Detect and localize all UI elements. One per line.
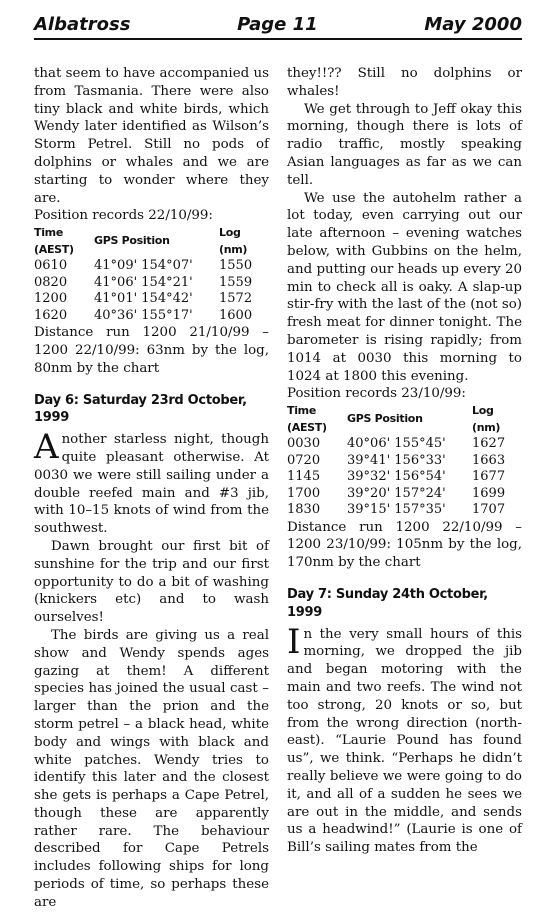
paragraph: that seem to have accompanied us from Tasmania. There were also tiny black and white birds, which Wendy later identified as Wilson’s Storm Petrel. Still no pods of dolphins or whales and we are starting to wonder where they are. xyxy=(34,66,269,206)
paragraph-text: n the very small hours of this morning, we dropped the jib and began motoring with the main and two reefs. The wind not too strong, 20 knots or so, but from the wrong direction (north-east). “Laurie Pound has found us”, we think. “Perhaps he didn’t really believe we were going to do it, and all of a sudden he sees we are out in the middle, and sends us a headwind!” (Laurie is one of Bill’s sailing mates from the xyxy=(287,626,522,856)
table-row xyxy=(34,275,269,292)
table-row xyxy=(34,291,269,308)
cell-gps: 41°09' 154°07' xyxy=(94,258,193,274)
cell-gps: 39°20' 157°24' xyxy=(347,485,446,501)
table-header-row xyxy=(34,225,269,258)
cell-gps: 39°41' 156°33' xyxy=(347,452,446,468)
cell-log: 1699 xyxy=(472,485,506,501)
issue-date: May 2000 xyxy=(424,14,522,35)
col-header-log: Log (nm) xyxy=(219,226,248,256)
col-header-log: Log (nm) xyxy=(472,404,501,434)
drop-cap: I xyxy=(287,621,301,662)
cell-time: 0720 xyxy=(287,452,321,468)
paragraph xyxy=(287,621,522,857)
paragraph: The birds are giving us a real show and Wendy spends ages gazing at them! A different species has joined the usual cast – larger than the prion and the storm petrel – a black head, white body and wings with black and white patches. Wendy tries to identify this later and the closest she gets is perhaps a Cape Petrel, though these are apparently rather rare. The behaviour described for Cape Petrels includes following ships for long periods of time, so perhaps these are xyxy=(34,627,269,910)
cell-gps: 39°15' 157°35' xyxy=(347,502,446,518)
cell-time: 1700 xyxy=(287,485,321,501)
position-table xyxy=(287,403,522,519)
paragraph: they!!?? Still no dolphins or whales! xyxy=(287,66,522,99)
position-table xyxy=(34,225,269,324)
cell-log: 1572 xyxy=(219,291,253,307)
publication-title: Albatross xyxy=(34,14,131,35)
cell-time: 0030 xyxy=(287,436,321,452)
cell-gps: 40°36' 155°17' xyxy=(94,307,193,323)
drop-cap: A xyxy=(34,427,59,468)
paragraph: We use the autohelm rather a lot today, even carrying out our late afternoon – evening watches below, with Gubbins on the helm, and putting our heads up every 20 min to check all is oaky. A slap-up stir-fry with the last of the (not so) fresh meat for dinner tonight. The barometer is rising rapidly; from 1014 at 0030 this morning to 1024 at 1800 this evening. xyxy=(287,190,522,384)
paragraph: Dawn brought our first bit of sunshine for the trip and our first opportunity to do a bit of washing (knickers etc) and to wash ourselves! xyxy=(34,538,269,626)
cell-log: 1707 xyxy=(472,502,506,518)
table-row xyxy=(34,308,269,325)
col-header-gps: GPS Position xyxy=(94,234,170,248)
table-row xyxy=(287,469,522,486)
position-label: Position records 23/10/99: xyxy=(287,386,466,402)
table-header-row xyxy=(287,403,522,436)
cell-time: 1620 xyxy=(34,307,68,323)
cell-time: 1200 xyxy=(34,291,68,307)
col-header-gps: GPS Position xyxy=(347,412,423,426)
cell-time: 1145 xyxy=(287,469,321,485)
cell-gps: 40°06' 155°45' xyxy=(347,436,446,452)
table-row xyxy=(287,453,522,470)
distance-run: Distance run 1200 21/10/99 – 1200 22/10/99: 63nm by the log, 80nm by the chart xyxy=(34,325,269,376)
cell-log: 1559 xyxy=(219,274,253,290)
cell-log: 1550 xyxy=(219,258,253,274)
table-row xyxy=(287,502,522,519)
right-column xyxy=(287,65,522,912)
cell-time: 0610 xyxy=(34,258,68,274)
col-header-time: Time (AEST) xyxy=(287,404,327,434)
paragraph: We get through to Jeff okay this morning, though there is lots of radio traffic, mostly speaking Asian languages as far as we can tell. xyxy=(287,101,522,188)
cell-gps: 39°32' 156°54' xyxy=(347,469,446,485)
cell-gps: 41°06' 154°21' xyxy=(94,274,193,290)
paragraph xyxy=(34,427,269,538)
table-row xyxy=(287,436,522,453)
distance-run: Distance run 1200 22/10/99 – 1200 23/10/99: 105nm by the log, 170nm by the chart xyxy=(287,519,522,571)
cell-log: 1600 xyxy=(219,307,253,323)
paragraph-text: nother starless night, though quite pleasant otherwise. At 0030 we were still sailing under a double reefed main and #3 jib, with 10–15 knots of wind from the southwest. xyxy=(34,432,269,537)
cell-log: 1663 xyxy=(472,452,506,468)
cell-gps: 41°01' 154°42' xyxy=(94,291,193,307)
col-header-time: Time (AEST) xyxy=(34,226,74,256)
table-row xyxy=(34,258,269,275)
cell-log: 1677 xyxy=(472,469,506,485)
position-label: Position records 22/10/99: xyxy=(34,208,213,224)
day-heading: Day 6: Saturday 23rd October, 1999 xyxy=(34,392,247,426)
page-number: Page 11 xyxy=(237,14,318,35)
cell-log: 1627 xyxy=(472,436,506,452)
left-column xyxy=(34,65,269,912)
cell-time: 1830 xyxy=(287,502,321,518)
article-columns xyxy=(34,65,522,912)
page-header xyxy=(34,0,522,40)
table-row xyxy=(287,486,522,503)
cell-time: 0820 xyxy=(34,274,68,290)
day-heading: Day 7: Sunday 24th October, 1999 xyxy=(287,587,488,620)
